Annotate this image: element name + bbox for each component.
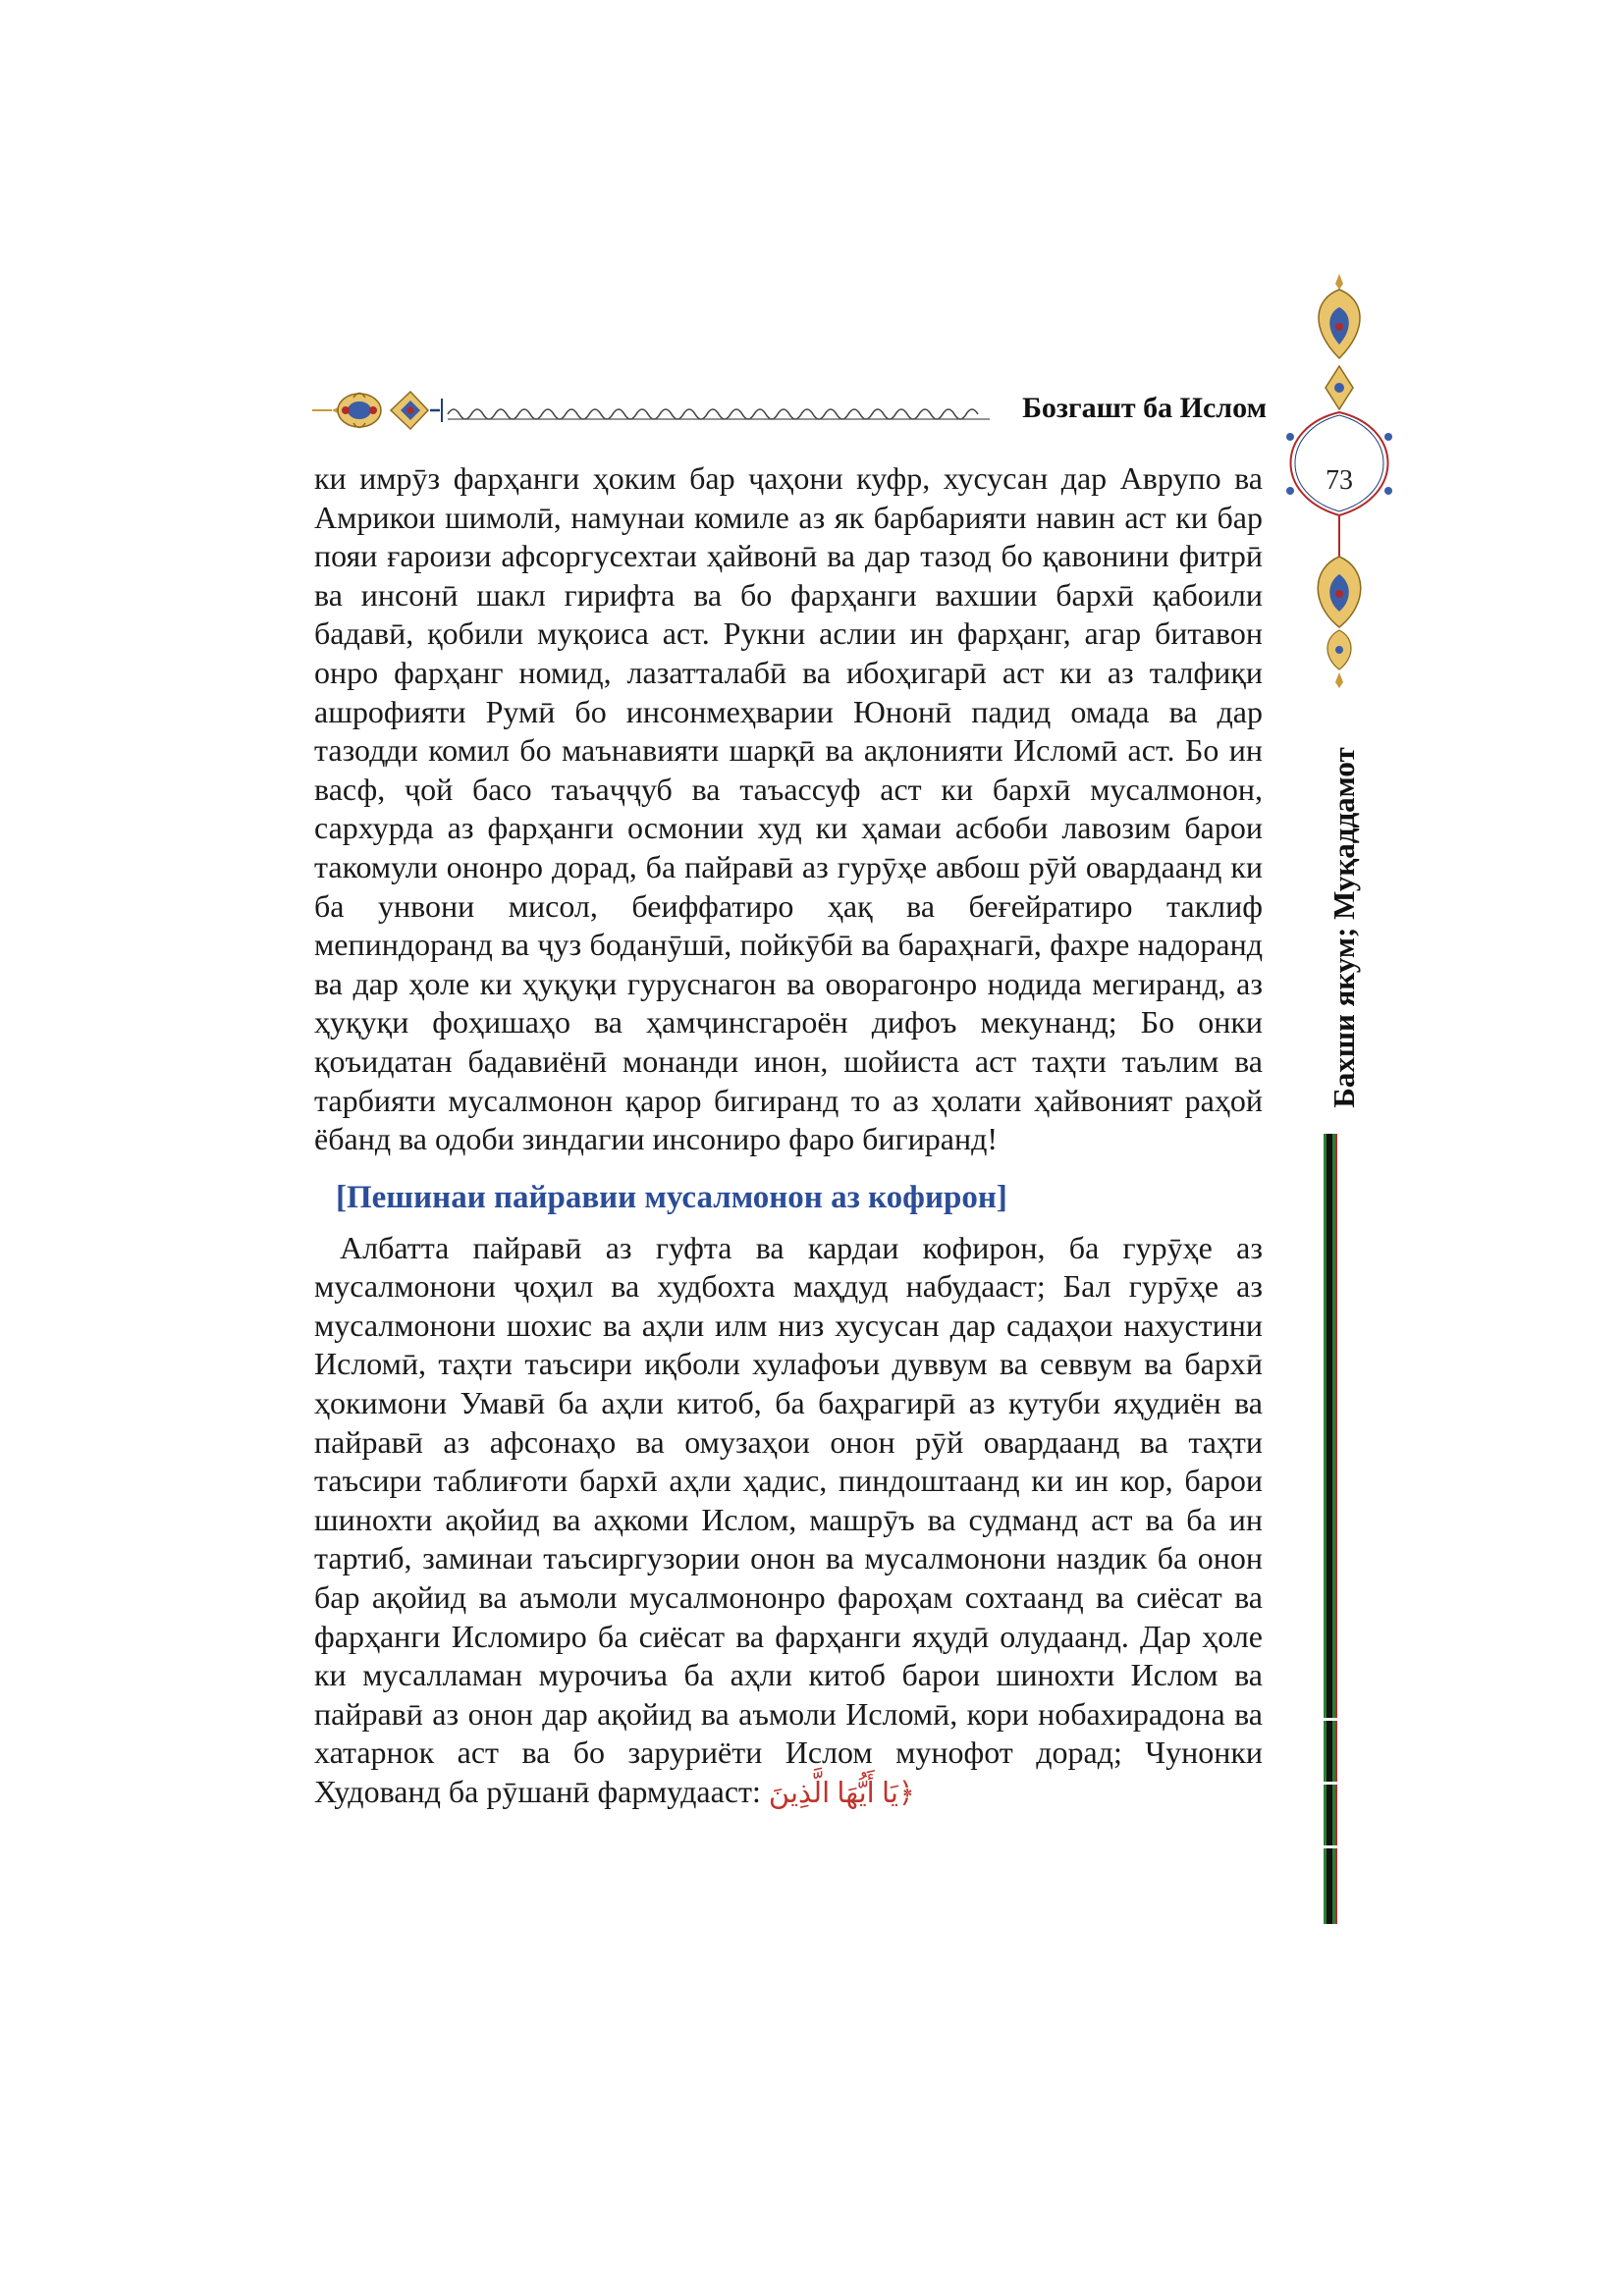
header-title: Бозгашт ба Ислом — [1022, 392, 1267, 424]
running-header — [312, 385, 1267, 438]
arabic-quote: ﴿يَا أَيُّهَا الَّذِينَ — [768, 1778, 915, 1809]
paragraph-1: ки имрӯз фарҳанги ҳоким бар ҷаҳони куфр, хусусан дар Аврупо ва Амрикои шимолӣ, намунаи комиле аз як барбарияти навин аст ки бар пояи ғароизи афсоргусехтаи ҳайвонӣ ва дар тазод бо қавонини фитрӣ ва инсонӣ шакл гирифта ва бо фарҳанги вахшии бархӣ қабоили бадавӣ, қобили муқоиса аст. Рукни аслии ин фарҳанг, агар битавон онро фарҳанг номид, лазатталабӣ ва ибоҳигарӣ аст ки аз талфиқи ашрофияти Румӣ бо инсонмеҳварии Юнонӣ падид омада ва дар тазодди комил бо маънавияти шарқӣ ва ақлонияти Исломӣ аст. Бо ин васф, ҷой басо таъаҷҷуб ва таъассуф аст ки бархӣ мусалмонон, сархурда аз фарҳанги осмонии худ ки ҳамаи асбоби лавозим барои такомули ононро дорад, ба пайравӣ аз гурӯҳе авбош рӯй овардаанд ки ба унвони мисол, беиффатиро ҳақ ва беғейратиро таклиф мепиндоранд ва ҷуз боданӯшӣ, пойкӯбӣ ва бараҳнагӣ, фахре надоранд ва дар ҳоле ки ҳуқуқи гуруснагон ва оворагонро нодида мегиранд, аз ҳуқуқи фоҳишаҳо ва ҳамҷинсгароён дифоъ мекунанд; Бо онки қоъидатан бадавиёнӣ монанди инон, шойиста аст таҳти таълим ва тарбияти мусалмонон қарор бигиранд то аз ҳолати ҳайвоният раҳой ёбанд ва одоби зиндагии инсониро фаро бигиранд! — [314, 460, 1263, 1157]
section-title-vertical — [1326, 721, 1363, 1134]
paragraph-2-text: Албатта пайравӣ аз гуфта ва кардаи кофирон, ба гурӯҳе аз мусалмонони ҷоҳил ва худбохта маҳдуд набудааст; Бал гурӯҳе аз мусалмонони шохис ва аҳли илм низ хусусан дар садаҳои нахустини Исломӣ, таҳти таъсири иқболи хулафоъи дуввум ва севвум ва бархӣ ҳокимони Умавӣ ба аҳли китоб, ба баҳрагирӣ аз кутуби яҳудиён ва пайравӣ аз афсонаҳо ва омузаҳои онон рӯй овардаанд ва таҳти таъсири таблиғоти бархӣ аҳли ҳадис, пиндоштаанд ки ин кор, барои шинохти ақойид ва аҳкоми Ислом, машрӯъ ва судманд аст ва ба ин тартиб, заминаи таъсиргузории онон ва мусалмонони наздик ба онон бар ақойид ва аъмоли мусалмононро фароҳам сохтаанд ва сиёсат ва фарҳанги Исломиро ба сиёсат ва фарҳанги яҳудӣ олудаанд. Дар ҳоле ки мусалламан мурочиъа ба аҳли китоб барои шинохти Ислом ва пайравӣ аз онон дар ақойид ва аъмоли Исломӣ, кори нобахирадона ва хатарнок аст ва бо заруриёти Ислом мунофот дорад; Чунонки Худованд ба рӯшанӣ фармудааст: — [314, 1229, 1263, 1809]
paragraph-2 — [314, 1229, 1263, 1814]
main-text — [314, 459, 1263, 1814]
page-number: 73 — [1326, 465, 1353, 496]
section-heading: [Пешинаи пайравии мусалмонон аз кофирон] — [336, 1179, 1007, 1215]
header-ornament-icon — [312, 385, 990, 438]
section-title: Бахши якум; Муқаддамот — [1326, 747, 1361, 1108]
